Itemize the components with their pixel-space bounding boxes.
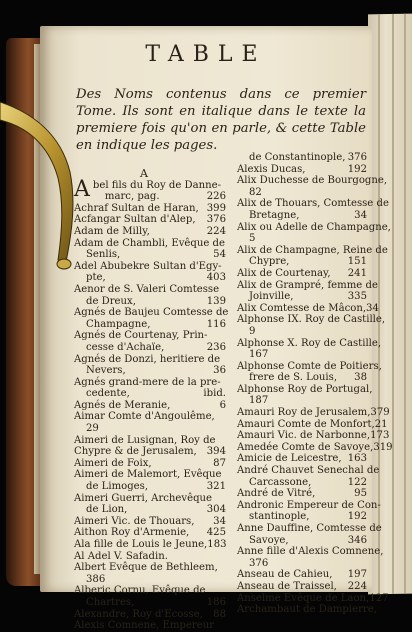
index-entry-page: 319 <box>373 441 393 453</box>
index-entry-name: de Limoges, <box>86 481 149 493</box>
index-entry <box>237 477 367 489</box>
index-entry <box>237 314 386 326</box>
index-entry-page: ibid. <box>203 388 226 400</box>
index-entry <box>74 272 226 284</box>
index-entry <box>74 354 226 366</box>
index-entry <box>74 330 226 342</box>
index-entry-page: 346 <box>347 534 367 546</box>
index-entry-name: Chypre, <box>249 256 290 268</box>
index-entry <box>74 435 226 447</box>
index-entry-name: Amauri Vic. de Narbonne, <box>237 430 371 442</box>
index-entry-page: 192 <box>347 163 367 175</box>
index-entry-name: Aimar Comte d'Angoulême, <box>74 411 215 423</box>
index-entry-page: 122 <box>347 476 367 488</box>
index-entry <box>74 249 226 261</box>
index-entry-name: Acfangar Sultan d'Alep, <box>74 214 196 226</box>
index-entry <box>237 407 390 419</box>
index-entry-name: Alphonse IX. Roy de Castille, <box>237 314 386 326</box>
index-entry <box>74 284 226 296</box>
index-entry-name: Anseau de Cahieu, <box>237 569 333 581</box>
index-entry <box>74 423 226 435</box>
index-entry <box>74 400 226 412</box>
index-entry-name: Alphonse Comte de Poitiers, <box>237 360 382 372</box>
index-entry <box>74 574 226 586</box>
index-entry <box>237 581 367 593</box>
index-entry-page: 151 <box>347 256 367 268</box>
index-entry <box>74 585 226 597</box>
index-entry-page: 6 <box>219 399 226 411</box>
index-entry <box>74 493 226 505</box>
index-entry-name: Adam de Milly, <box>74 225 150 237</box>
index-entry <box>237 291 367 303</box>
index-entry-name: Alix de Champagne, Reine de <box>237 244 388 256</box>
intro-paragraph: Des Noms contenus dans ce premier Tome. Ils sont en italique dans le texte la premiere fois qu'on en parle, & cette Table en indique les pages. <box>76 87 366 153</box>
drop-cap: A <box>74 176 90 202</box>
index-entry-page: 241 <box>347 267 367 279</box>
index-entry-name: Archambaut de Dampierre, <box>237 604 377 616</box>
index-entry <box>237 152 367 164</box>
index-entry-name: Aithon Roy d'Armenie, <box>74 527 190 539</box>
index-entry-name: 9 <box>249 325 256 337</box>
index-entry <box>74 365 226 377</box>
index-entry-name: cedente, <box>86 388 130 400</box>
index-entry-name: Agnés de Baujeu Comtesse de <box>74 307 229 319</box>
index-entry-page: 36 <box>213 365 226 377</box>
index-entry <box>237 488 367 500</box>
index-entry <box>237 244 388 257</box>
index-entry-name: Anne Dauffine, Comtesse de <box>237 523 382 534</box>
index-entry <box>74 620 226 632</box>
index-entry-page: 183 <box>207 539 227 550</box>
index-entry <box>74 446 226 458</box>
index-entry-name: Anne fille d'Alexis Comnene, <box>237 546 384 558</box>
index-entry-page: 54 <box>213 249 226 261</box>
index-entry-name: Aimeri Vic. de Thouars, <box>74 515 195 527</box>
index-entry <box>237 187 367 199</box>
index-entry-name: Aimeri de Foix, <box>74 457 152 469</box>
index-entry-name: Adel Abubekre Sultan d'Egy- <box>74 260 222 272</box>
index-entry <box>237 511 367 523</box>
index-entry-name: Aimeri de Malemort, Evêque <box>74 469 222 481</box>
index-entry-page: 34 <box>366 302 379 314</box>
index-entry-page: 376 <box>347 152 367 163</box>
index-entry-page: 127 <box>369 592 389 604</box>
index-entry-name: 386 <box>86 573 106 585</box>
index-entry-name: Alexandre, Roy d'Ecosse, <box>74 608 203 620</box>
index-entry-name: 167 <box>249 349 269 361</box>
index-entry <box>93 180 226 192</box>
index-entry-page: 139 <box>206 295 226 307</box>
index-entry-page: 304 <box>206 504 226 516</box>
index-entry <box>237 198 389 210</box>
index-entry-name: Anselme Evêque de Laon, <box>237 592 370 604</box>
index-entry-page: 236 <box>206 341 226 353</box>
book-page <box>40 26 393 632</box>
index-entry-name: Alphonse X. Roy de Castille, <box>237 337 382 349</box>
index-entry-name: Amauri Comte de Monfort, <box>237 418 375 430</box>
index-entry-name: Bretagne, <box>249 209 300 221</box>
index-entry <box>74 504 226 516</box>
index-entry <box>237 175 388 187</box>
index-entry-name: 376 <box>249 557 269 569</box>
index-entry-page: 38 <box>354 372 367 384</box>
section-letter: A <box>140 167 148 180</box>
index-entry-name: Nevers, <box>86 365 126 377</box>
index-entry-name: Senlis, <box>86 249 121 261</box>
index-entry-page: 88 <box>213 608 226 620</box>
index-entry-name: bel fils du Roy de Danne- <box>92 179 222 191</box>
index-entry-page: 335 <box>347 291 367 303</box>
index-entry <box>74 527 226 539</box>
index-entry-name: Amauri Roy de Jerusalem, <box>237 407 371 419</box>
index-entry <box>237 164 367 176</box>
index-entry-page: 163 <box>347 453 367 465</box>
index-entry <box>74 516 226 528</box>
index-entry-name: de Dreux, <box>86 295 136 307</box>
index-entry <box>74 609 226 621</box>
index-entry-page: 34 <box>213 515 226 527</box>
index-entry-page: 394 <box>206 446 226 458</box>
index-entry <box>74 377 226 389</box>
index-entry-name: Alix de Grampré, femme de <box>237 279 378 291</box>
index-entry-name: stantinople, <box>249 511 310 523</box>
index-entry-name: Alix ou Adelle de Champagne, <box>237 221 391 233</box>
index-entry-name: Alexis Ducas, <box>237 163 306 175</box>
index-entry <box>237 221 391 234</box>
index-entry-name: Alix Duchesse de Bourgogne, <box>237 175 388 187</box>
index-entry-name: Alexis Comnene, Empereur <box>74 620 215 632</box>
index-entry-name: 29 <box>86 423 99 435</box>
index-entry-name: Amicie de Leicestre, <box>237 453 342 465</box>
index-entry-page: 173 <box>370 430 390 442</box>
index-entry-name: Achraf Sultan de Haran, <box>74 202 199 214</box>
index-entry-name: Savoye, <box>249 534 289 546</box>
metal-pointer-icon <box>0 92 84 272</box>
index-entry <box>237 395 367 407</box>
index-entry <box>237 418 388 431</box>
index-entry-page: 226 <box>206 191 226 203</box>
index-entry-page: 399 <box>206 202 226 214</box>
index-entry <box>74 597 226 609</box>
index-entry <box>237 326 367 338</box>
index-entry-page: 21 <box>374 418 388 430</box>
index-entry-name: Al Adel V. Safadin. <box>74 550 168 562</box>
index-entry-name: Champagne, <box>86 318 151 330</box>
index-entry-page: 116 <box>206 318 226 330</box>
index-entry <box>237 372 367 384</box>
index-entry-name: Adam de Chambli, Evêque de <box>74 237 225 249</box>
index-entry-name: Anseau de Traissel, <box>237 580 337 592</box>
index-entry <box>74 458 226 470</box>
index-entry <box>237 256 367 268</box>
index-entry <box>237 279 378 292</box>
index-entry-name: Aimeri Guerri, Archevêque <box>74 492 213 504</box>
index-column-left <box>74 167 229 632</box>
index-entry <box>74 388 226 400</box>
index-entry <box>237 499 381 512</box>
index-entry <box>74 261 226 273</box>
index-entry-page: 87 <box>213 457 226 469</box>
index-entry-name: Agnés grand-mere de la pre- <box>74 376 221 388</box>
index-entry <box>237 430 390 442</box>
index-entry-page: 376 <box>206 214 226 226</box>
index-entry <box>237 210 367 222</box>
index-entry-page: 224 <box>206 225 226 237</box>
index-entry <box>74 469 226 481</box>
index-entry <box>237 546 384 558</box>
index-entry-name: Alberic Cornu, Evêque de <box>74 585 206 597</box>
index-entry-page: 197 <box>347 569 367 581</box>
index-entry <box>74 296 226 308</box>
index-entry-name: de Constantinople, <box>249 152 346 163</box>
index-entry-name: Carcassone, <box>249 476 312 488</box>
index-entry <box>74 481 226 493</box>
index-entry-name: Alix Comtesse de Mâcon, <box>237 302 367 314</box>
index-entry <box>237 383 373 396</box>
index-entry <box>237 523 382 535</box>
index-entry-name: Alix de Thouars, Comtesse de <box>237 198 389 210</box>
index-entry <box>74 319 226 331</box>
index-entry <box>237 465 380 477</box>
index-entry-name: Alix de Courtenay, <box>237 267 331 279</box>
index-entry <box>74 411 226 423</box>
index-entry-name: Amedée Comte de Savoye, <box>237 441 374 453</box>
index-entry-name: Agnés de Donzi, heritiere de <box>74 353 221 365</box>
index-entry <box>74 203 226 215</box>
index-entry-name: Agnés de Meranie, <box>74 399 171 411</box>
index-entry-name: Chartres, <box>86 596 135 608</box>
index-entry <box>237 233 367 245</box>
index-entry <box>237 453 367 465</box>
index-entry-page: 186 <box>206 596 226 608</box>
index-entry <box>74 307 229 319</box>
index-entry-name: marc, pag. <box>104 191 160 203</box>
index-entry <box>74 214 226 226</box>
index-entry-page: 321 <box>206 481 226 493</box>
index-entry <box>237 337 382 350</box>
index-entry-page: 34 <box>354 209 367 221</box>
index-entry-name: cesse d'Achaïe, <box>86 341 165 353</box>
index-entry <box>74 551 226 563</box>
index-entry-page: 425 <box>206 527 226 539</box>
index-entry-name: de Lion, <box>86 504 128 516</box>
index-entry-name: frere de S. Louis, <box>249 372 338 384</box>
index-entry-name: Ala fille de Louis le Jeune, <box>74 539 208 550</box>
index-entry-name: Joinville, <box>249 291 294 303</box>
index-entry-name: 5 <box>249 233 256 245</box>
index-entry <box>237 302 379 315</box>
index-entry <box>237 535 367 547</box>
index-entry <box>74 342 226 354</box>
index-entry <box>237 441 393 454</box>
index-entry-name: André de Vitré, <box>237 488 316 500</box>
index-entry <box>237 558 367 570</box>
index-entry <box>237 569 367 581</box>
index-entry <box>237 349 367 361</box>
index-entry-name: Albert Evêque de Bethleem, <box>74 562 218 574</box>
index-entry-page: 379 <box>370 407 390 419</box>
index-column-right <box>237 152 393 616</box>
index-entry-name: 187 <box>249 395 269 407</box>
index-entry-page: 403 <box>206 272 226 284</box>
index-entry-name: André Chauvet Senechal de <box>237 465 380 477</box>
index-entry <box>237 360 382 373</box>
index-entry <box>74 238 226 250</box>
index-entry-page: 95 <box>354 488 367 500</box>
index-entry <box>74 562 226 574</box>
index-entry-name: Andronic Empereur de Con- <box>237 499 381 511</box>
index-entry-name: 82 <box>249 186 262 198</box>
index-entry <box>237 268 367 280</box>
index-entry <box>74 226 226 238</box>
index-entry-name: Chypre & de Jerusalem, <box>74 446 197 458</box>
index-entry-name: Alphonse Roy de Portugal, <box>237 383 373 395</box>
index-entry <box>237 592 389 605</box>
index-entry-name: pte, <box>86 272 106 284</box>
index-entry <box>74 539 226 551</box>
index-entry-page: 224 <box>347 580 367 592</box>
page-title: TABLE <box>145 42 267 67</box>
index-entry-name: Aimeri de Lusignan, Roy de <box>74 434 216 446</box>
index-entry <box>237 604 377 616</box>
index-entry-name: Aenor de S. Valeri Comtesse <box>74 283 220 295</box>
index-entry-name: Agnés de Courtenay, Prin- <box>74 330 208 342</box>
index-entry-page: 192 <box>347 511 367 523</box>
index-entry <box>93 191 226 203</box>
